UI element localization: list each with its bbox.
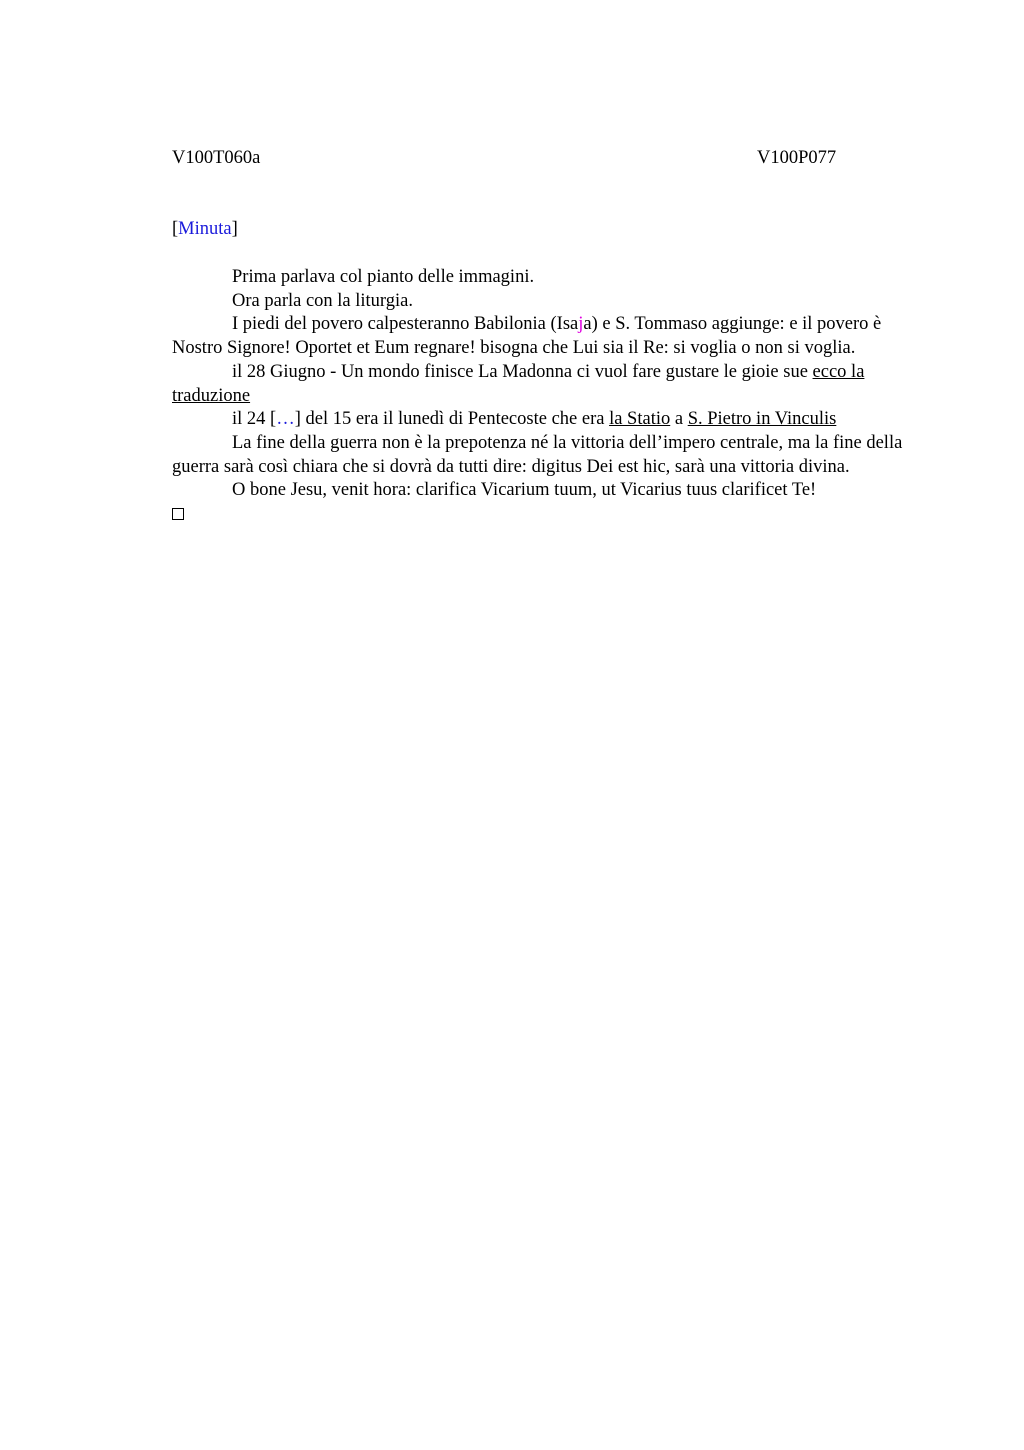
underlined-statio: la Statio xyxy=(609,409,671,430)
document-body xyxy=(172,266,927,528)
paragraph-3 xyxy=(172,313,927,360)
paragraph-5-text-a: il 24 [ xyxy=(232,409,277,430)
paragraph-5-text-b: ] del 15 era il lunedì di Pentecoste che era xyxy=(294,409,610,430)
paragraph-3-text-a: I piedi del povero calpesteranno Babilonia (Isa xyxy=(232,314,579,335)
document-code: V100T060a xyxy=(172,148,261,168)
minuta-label: Minuta xyxy=(178,219,232,239)
paragraph-4 xyxy=(172,361,927,408)
bracket-open: [ xyxy=(172,219,179,239)
bracket-close: ] xyxy=(231,219,238,239)
paragraph-1: Prima parlava col pianto delle immagini. xyxy=(232,267,535,287)
ellipsis-mark: … xyxy=(276,409,295,430)
paragraph-6: La fine della guerra non è la prepotenza né la vittoria dell’impero centrale, ma la fine della guerra sarà così chiara che si dovrà da tutti dire: digitus Dei est hic, sarà una vittoria divina. xyxy=(172,432,903,477)
underlined-church: S. Pietro in Vinculis xyxy=(687,409,837,430)
correction-mark: j xyxy=(578,314,584,335)
underlined-phrase: ecco la traduzione xyxy=(172,361,865,406)
empty-square-icon xyxy=(172,503,927,528)
paragraph-2: Ora parla con la liturgia. xyxy=(232,290,413,311)
paragraph-3-text-b: a) e S. Tommaso aggiunge: e il povero è Nostro Signore! Oportet et Eum regnare! bisogna che Lui sia il Re: si voglia o non si voglia. xyxy=(172,314,882,359)
page-code: V100P077 xyxy=(757,148,837,168)
document-type-label xyxy=(172,218,238,240)
paragraph-5 xyxy=(172,408,927,432)
paragraph-7: O bone Jesu, venit hora: clarifica Vicarium tuum, ut Vicarius tuus clarificet Te! xyxy=(232,480,817,501)
paragraph-4-text: il 28 Giugno - Un mondo finisce La Madonna ci vuol fare gustare le gioie sue xyxy=(232,361,813,382)
paragraph-5-text-c: a xyxy=(670,409,688,430)
